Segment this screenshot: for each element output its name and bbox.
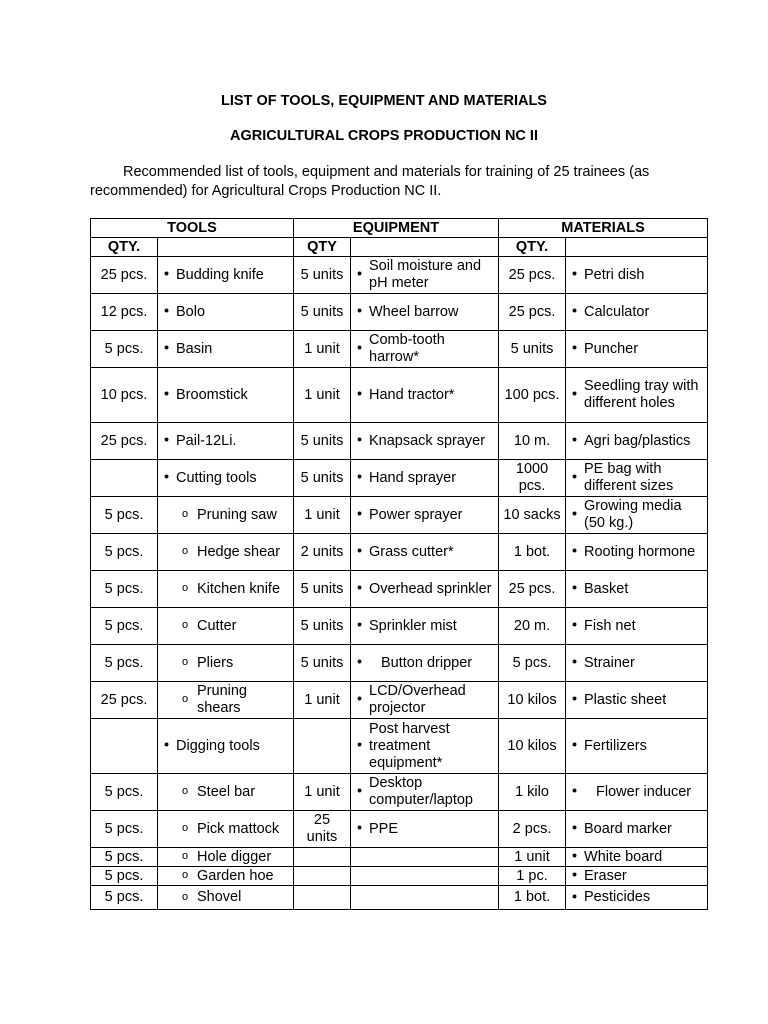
- tool-item-cell: o Hedge shear: [158, 534, 294, 571]
- header-qty-tools: QTY.: [91, 238, 158, 257]
- equipment-item-cell: • Power sprayer: [351, 497, 499, 534]
- tools-qty-cell: [91, 719, 158, 774]
- table-row: [91, 497, 708, 534]
- table-row: [91, 867, 708, 886]
- header-materials: MATERIALS: [499, 219, 708, 238]
- tools-qty-cell: 5 pcs.: [91, 886, 158, 910]
- table-row: [91, 368, 708, 423]
- materials-qty-cell: 10 kilos: [499, 682, 566, 719]
- tools-qty-cell: 25 pcs.: [91, 423, 158, 460]
- materials-qty-cell: 10 kilos: [499, 719, 566, 774]
- materials-qty-cell: 5 units: [499, 331, 566, 368]
- equipment-item-cell: • Soil moisture and pH meter: [351, 257, 499, 294]
- tools-qty-cell: 5 pcs.: [91, 331, 158, 368]
- tool-item-cell: o Pruning saw: [158, 497, 294, 534]
- tools-qty-cell: 5 pcs.: [91, 497, 158, 534]
- equipment-qty-cell: 5 units: [294, 423, 351, 460]
- equipment-qty-cell: 5 units: [294, 608, 351, 645]
- material-item-cell: • Flower inducer: [566, 774, 708, 811]
- equipment-qty-cell: 2 units: [294, 534, 351, 571]
- document-subtitle: AGRICULTURAL CROPS PRODUCTION NC II: [230, 128, 538, 144]
- materials-qty-cell: 100 pcs.: [499, 368, 566, 423]
- tool-item-cell: o Pick mattock: [158, 811, 294, 848]
- document-title: LIST OF TOOLS, EQUIPMENT AND MATERIALS: [221, 93, 547, 109]
- materials-qty-cell: 2 pcs.: [499, 811, 566, 848]
- material-item-cell: • Agri bag/plastics: [566, 423, 708, 460]
- equipment-item-cell: • Desktop computer/laptop: [351, 774, 499, 811]
- material-item-cell: • Strainer: [566, 645, 708, 682]
- equipment-qty-cell: 1 unit: [294, 331, 351, 368]
- tools-qty-cell: 5 pcs.: [91, 811, 158, 848]
- tool-item-cell: • Broomstick: [158, 368, 294, 423]
- tool-item-cell: o Steel bar: [158, 774, 294, 811]
- tool-item-cell: o Hole digger: [158, 848, 294, 867]
- table-row: [91, 719, 708, 774]
- tools-qty-cell: 12 pcs.: [91, 294, 158, 331]
- header-blank-materials: [566, 238, 708, 257]
- table-row: [91, 848, 708, 867]
- equipment-qty-cell: 1 unit: [294, 368, 351, 423]
- equipment-item-cell: • Knapsack sprayer: [351, 423, 499, 460]
- table-row: [91, 811, 708, 848]
- tools-qty-cell: 5 pcs.: [91, 571, 158, 608]
- tools-qty-cell: 10 pcs.: [91, 368, 158, 423]
- materials-qty-cell: 1 unit: [499, 848, 566, 867]
- equipment-qty-cell: 5 units: [294, 645, 351, 682]
- intro-paragraph: Recommended list of tools, equipment and materials for training of 25 trainees (as recommended) for Agricultural Crops Production NC II.: [90, 164, 650, 199]
- header-tools: TOOLS: [91, 219, 294, 238]
- equipment-qty-cell: 1 unit: [294, 682, 351, 719]
- tool-item-cell: • Cutting tools: [158, 460, 294, 497]
- material-item-cell: • Seedling tray with different holes: [566, 368, 708, 423]
- tool-item-cell: o Shovel: [158, 886, 294, 910]
- tool-item-cell: o Cutter: [158, 608, 294, 645]
- equipment-qty-cell: 5 units: [294, 294, 351, 331]
- table-header-row: [91, 219, 708, 238]
- header-blank-equipment: [351, 238, 499, 257]
- materials-qty-cell: 10 m.: [499, 423, 566, 460]
- equipment-qty-cell: 5 units: [294, 257, 351, 294]
- equipment-qty-cell: [294, 848, 351, 867]
- header-blank-tools: [158, 238, 294, 257]
- tool-item-cell: o Kitchen knife: [158, 571, 294, 608]
- equipment-qty-cell: 1 unit: [294, 774, 351, 811]
- material-item-cell: • Puncher: [566, 331, 708, 368]
- material-item-cell: • Basket: [566, 571, 708, 608]
- tool-item-cell: • Pail-12Li.: [158, 423, 294, 460]
- tools-equipment-materials-table: [90, 218, 708, 910]
- tool-item-cell: • Budding knife: [158, 257, 294, 294]
- equipment-qty-cell: 5 units: [294, 571, 351, 608]
- equipment-qty-cell: 1 unit: [294, 497, 351, 534]
- header-qty-equipment: QTY: [294, 238, 351, 257]
- material-item-cell: • Pesticides: [566, 886, 708, 910]
- equipment-item-cell: • Sprinkler mist: [351, 608, 499, 645]
- equipment-qty-cell: [294, 719, 351, 774]
- tools-qty-cell: [91, 460, 158, 497]
- equipment-qty-cell: [294, 867, 351, 886]
- equipment-item-cell: • Grass cutter*: [351, 534, 499, 571]
- materials-qty-cell: 1000 pcs.: [499, 460, 566, 497]
- equipment-item-cell: [351, 867, 499, 886]
- tools-qty-cell: 5 pcs.: [91, 645, 158, 682]
- equipment-item-cell: • LCD/Overhead projector: [351, 682, 499, 719]
- table-row: [91, 608, 708, 645]
- tools-qty-cell: 5 pcs.: [91, 534, 158, 571]
- materials-qty-cell: 5 pcs.: [499, 645, 566, 682]
- table-row: [91, 460, 708, 497]
- header-equipment: EQUIPMENT: [294, 219, 499, 238]
- material-item-cell: • PE bag with different sizes: [566, 460, 708, 497]
- materials-qty-cell: 25 pcs.: [499, 294, 566, 331]
- tools-qty-cell: 5 pcs.: [91, 608, 158, 645]
- material-item-cell: • Eraser: [566, 867, 708, 886]
- materials-qty-cell: 10 sacks: [499, 497, 566, 534]
- materials-qty-cell: 1 bot.: [499, 534, 566, 571]
- tool-item-cell: • Basin: [158, 331, 294, 368]
- materials-qty-cell: 25 pcs.: [499, 257, 566, 294]
- tool-item-cell: • Bolo: [158, 294, 294, 331]
- equipment-item-cell: • Post harvest treatment equipment*: [351, 719, 499, 774]
- tool-item-cell: o Garden hoe: [158, 867, 294, 886]
- tool-item-cell: • Digging tools: [158, 719, 294, 774]
- materials-qty-cell: 1 pc.: [499, 867, 566, 886]
- tools-qty-cell: 5 pcs.: [91, 774, 158, 811]
- table-row: [91, 645, 708, 682]
- equipment-item-cell: • Button dripper: [351, 645, 499, 682]
- tools-qty-cell: 5 pcs.: [91, 867, 158, 886]
- equipment-item-cell: • Comb-tooth harrow*: [351, 331, 499, 368]
- material-item-cell: • Calculator: [566, 294, 708, 331]
- material-item-cell: • Fertilizers: [566, 719, 708, 774]
- materials-qty-cell: 1 kilo: [499, 774, 566, 811]
- material-item-cell: • Plastic sheet: [566, 682, 708, 719]
- material-item-cell: • Rooting hormone: [566, 534, 708, 571]
- equipment-item-cell: • Hand sprayer: [351, 460, 499, 497]
- header-qty-materials: QTY.: [499, 238, 566, 257]
- equipment-qty-cell: [294, 886, 351, 910]
- material-item-cell: • Board marker: [566, 811, 708, 848]
- equipment-item-cell: • PPE: [351, 811, 499, 848]
- table-row: [91, 682, 708, 719]
- material-item-cell: • White board: [566, 848, 708, 867]
- tools-qty-cell: 25 pcs.: [91, 682, 158, 719]
- tools-qty-cell: 25 pcs.: [91, 257, 158, 294]
- equipment-item-cell: • Wheel barrow: [351, 294, 499, 331]
- materials-qty-cell: 1 bot.: [499, 886, 566, 910]
- table-row: [91, 886, 708, 910]
- table-row: [91, 331, 708, 368]
- equipment-item-cell: [351, 886, 499, 910]
- equipment-item-cell: [351, 848, 499, 867]
- table-row: [91, 571, 708, 608]
- equipment-qty-cell: 25 units: [294, 811, 351, 848]
- table-body: [91, 257, 708, 910]
- table-row: [91, 534, 708, 571]
- tools-qty-cell: 5 pcs.: [91, 848, 158, 867]
- material-item-cell: • Fish net: [566, 608, 708, 645]
- table-subheader-row: [91, 238, 708, 257]
- material-item-cell: • Growing media (50 kg.): [566, 497, 708, 534]
- tool-item-cell: o Pliers: [158, 645, 294, 682]
- equipment-item-cell: • Hand tractor*: [351, 368, 499, 423]
- table-row: [91, 423, 708, 460]
- material-item-cell: • Petri dish: [566, 257, 708, 294]
- equipment-item-cell: • Overhead sprinkler: [351, 571, 499, 608]
- equipment-qty-cell: 5 units: [294, 460, 351, 497]
- materials-qty-cell: 20 m.: [499, 608, 566, 645]
- materials-qty-cell: 25 pcs.: [499, 571, 566, 608]
- table-row: [91, 294, 708, 331]
- table-row: [91, 257, 708, 294]
- tool-item-cell: o Pruning shears: [158, 682, 294, 719]
- table-row: [91, 774, 708, 811]
